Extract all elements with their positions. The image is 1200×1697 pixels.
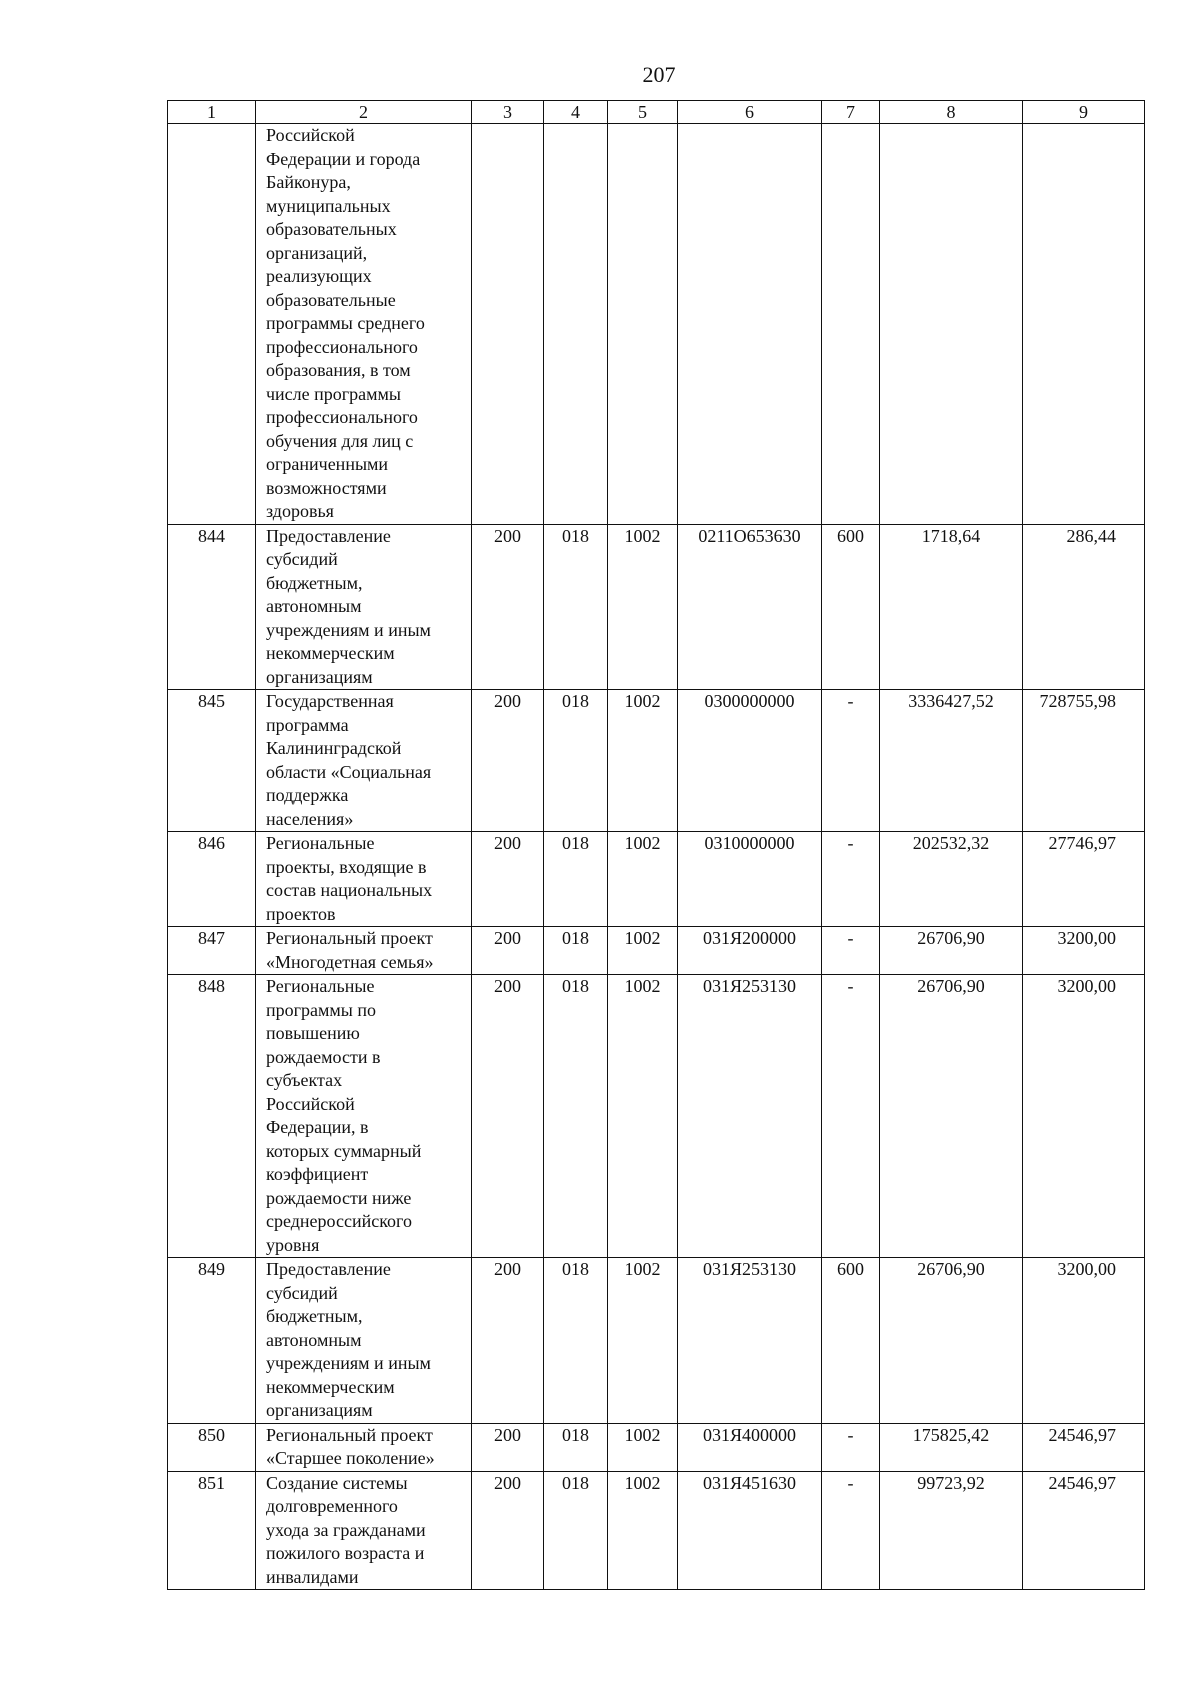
code-5-text: 1002 — [624, 833, 661, 853]
code-5-cell — [608, 1423, 678, 1471]
code-4-text: 018 — [562, 525, 589, 546]
amount-9-text: 3200,00 — [1057, 928, 1116, 948]
row-number-cell — [168, 832, 256, 927]
code-5-cell — [608, 524, 678, 690]
amount-8-cell — [880, 1471, 1023, 1590]
code-3-text: 200 — [494, 1259, 521, 1279]
amount-9-cell — [1023, 524, 1145, 690]
amount-8-text: 26706,90 — [917, 1259, 985, 1279]
column-header: 3 — [472, 101, 544, 124]
amount-8-cell — [880, 1258, 1023, 1424]
code-4-cell — [544, 1423, 608, 1471]
expense-type-cell — [822, 975, 880, 1258]
code-3-cell — [472, 1423, 544, 1471]
code-4-cell — [544, 1471, 608, 1590]
amount-9-text: 24546,97 — [1048, 1424, 1116, 1445]
amount-8-cell — [880, 124, 1023, 525]
row-description-text: Региональный проект «Многодетная семья» — [266, 928, 434, 972]
code-3-text: 200 — [494, 928, 521, 948]
code-5-text: 1002 — [624, 1472, 661, 1493]
table-row — [168, 1471, 1145, 1590]
amount-9-cell — [1023, 1471, 1145, 1590]
table-row — [168, 1423, 1145, 1471]
row-number-cell — [168, 1258, 256, 1424]
table-row — [168, 524, 1145, 690]
column-header: 6 — [678, 101, 822, 124]
code-3-text: 200 — [494, 691, 521, 711]
table-row — [168, 124, 1145, 525]
code-4-cell — [544, 524, 608, 690]
row-description-cell — [256, 975, 472, 1258]
column-header: 8 — [880, 101, 1023, 124]
column-header: 5 — [608, 101, 678, 124]
expense-type-cell — [822, 832, 880, 927]
row-description-cell — [256, 832, 472, 927]
amount-9-cell — [1023, 927, 1145, 975]
expense-type-text: - — [847, 691, 854, 711]
target-article-text: 0310000000 — [704, 833, 795, 853]
target-article-text: 0300000000 — [704, 691, 795, 711]
amount-8-text: 99723,92 — [917, 1472, 985, 1493]
target-article-text: 0211О653630 — [698, 525, 801, 546]
amount-9-text: 27746,97 — [1048, 833, 1116, 853]
amount-9-cell — [1023, 1258, 1145, 1424]
row-number-cell — [168, 690, 256, 832]
row-number-cell — [168, 975, 256, 1258]
target-article-cell — [678, 1471, 822, 1590]
row-description-text: Создание системы долговременного ухода за гражданами пожилого возраста и инвалидами — [266, 1472, 426, 1587]
header-row — [168, 101, 1145, 124]
table-row — [168, 1258, 1145, 1424]
row-number-text: 851 — [198, 1472, 225, 1493]
target-article-text: 031Я400000 — [702, 1424, 796, 1445]
row-number-cell — [168, 524, 256, 690]
code-3-cell — [472, 975, 544, 1258]
budget-table — [167, 100, 1145, 1590]
code-4-cell — [544, 690, 608, 832]
row-number-text: 845 — [198, 691, 225, 711]
code-4-cell — [544, 927, 608, 975]
table-row — [168, 832, 1145, 927]
expense-type-text: - — [847, 976, 854, 996]
target-article-cell — [678, 690, 822, 832]
expense-type-cell — [822, 1423, 880, 1471]
expense-type-cell — [822, 524, 880, 690]
row-description-cell — [256, 1258, 472, 1424]
target-article-cell — [678, 927, 822, 975]
target-article-cell — [678, 832, 822, 927]
table-row — [168, 927, 1145, 975]
row-number-cell — [168, 124, 256, 525]
row-number-cell — [168, 1471, 256, 1590]
target-article-text: 031Я253130 — [702, 976, 796, 996]
amount-8-text: 1718,64 — [921, 525, 981, 546]
code-4-text: 018 — [562, 1259, 589, 1279]
amount-9-text: 728755,98 — [1039, 691, 1116, 711]
code-5-cell — [608, 124, 678, 525]
code-3-text: 200 — [494, 525, 521, 546]
row-description-cell — [256, 124, 472, 525]
code-4-text: 018 — [562, 1472, 589, 1493]
code-3-text: 200 — [494, 976, 521, 996]
row-number-cell — [168, 927, 256, 975]
amount-9-text: 3200,00 — [1057, 1259, 1116, 1279]
expense-type-text: 600 — [837, 1259, 864, 1279]
code-5-cell — [608, 1471, 678, 1590]
row-number-text: 847 — [198, 928, 225, 948]
target-article-cell — [678, 1258, 822, 1424]
row-description-cell — [256, 690, 472, 832]
column-header: 2 — [256, 101, 472, 124]
expense-type-cell — [822, 690, 880, 832]
column-header: 1 — [168, 101, 256, 124]
amount-9-text: 24546,97 — [1048, 1472, 1116, 1493]
code-3-text: 200 — [494, 833, 521, 853]
amount-9-cell — [1023, 1423, 1145, 1471]
code-3-cell — [472, 832, 544, 927]
code-5-text: 1002 — [624, 928, 661, 948]
code-3-cell — [472, 1471, 544, 1590]
code-5-cell — [608, 975, 678, 1258]
code-5-cell — [608, 927, 678, 975]
code-4-text: 018 — [562, 833, 589, 853]
code-3-cell — [472, 690, 544, 832]
row-description-cell — [256, 524, 472, 690]
target-article-cell — [678, 524, 822, 690]
row-number-cell — [168, 1423, 256, 1471]
table-row — [168, 975, 1145, 1258]
code-4-text: 018 — [562, 691, 589, 711]
code-4-text: 018 — [562, 928, 589, 948]
column-header: 9 — [1023, 101, 1145, 124]
expense-type-cell — [822, 927, 880, 975]
amount-9-text: 286,44 — [1066, 525, 1116, 546]
code-5-cell — [608, 1258, 678, 1424]
code-4-cell — [544, 1258, 608, 1424]
amount-8-text: 202532,32 — [912, 833, 990, 853]
code-4-cell — [544, 124, 608, 525]
amount-9-cell — [1023, 975, 1145, 1258]
target-article-text: 031Я253130 — [702, 1259, 796, 1279]
row-description-text: Государственная программа Калининградской области «Социальная поддержка населения» — [266, 691, 432, 829]
column-header: 4 — [544, 101, 608, 124]
row-number-text: 850 — [198, 1424, 225, 1445]
code-4-text: 018 — [562, 1424, 589, 1445]
expense-type-text: - — [847, 833, 854, 853]
code-4-cell — [544, 832, 608, 927]
amount-8-cell — [880, 975, 1023, 1258]
page-number: 207 — [642, 62, 676, 87]
amount-8-cell — [880, 690, 1023, 832]
row-description-text: Предоставление субсидий бюджетным, автономным учреждениям и иным некоммерческим организациям — [266, 1259, 431, 1420]
column-header: 7 — [822, 101, 880, 124]
row-description-cell — [256, 1423, 472, 1471]
target-article-cell — [678, 975, 822, 1258]
code-5-text: 1002 — [624, 525, 661, 546]
row-number-text: 844 — [198, 525, 225, 546]
amount-8-cell — [880, 1423, 1023, 1471]
row-number-text: 849 — [198, 1259, 225, 1279]
expense-type-cell — [822, 124, 880, 525]
amount-8-cell — [880, 524, 1023, 690]
code-5-text: 1002 — [624, 1424, 661, 1445]
target-article-text: 031Я451630 — [702, 1472, 796, 1493]
amount-8-cell — [880, 832, 1023, 927]
code-5-text: 1002 — [624, 691, 661, 711]
amount-8-text: 175825,42 — [912, 1424, 990, 1445]
expense-type-cell — [822, 1258, 880, 1424]
code-4-cell — [544, 975, 608, 1258]
row-description-cell — [256, 927, 472, 975]
target-article-cell — [678, 1423, 822, 1471]
row-description-text: Региональные проекты, входящие в состав национальных проектов — [266, 833, 433, 924]
expense-type-text: 600 — [837, 525, 864, 546]
row-description-text: Региональный проект «Старшее поколение» — [266, 1424, 435, 1468]
amount-8-text: 26706,90 — [917, 928, 985, 948]
row-description-text: Предоставление субсидий бюджетным, автономным учреждениям и иным некоммерческим организациям — [266, 525, 431, 687]
code-5-text: 1002 — [624, 976, 661, 996]
amount-9-text: 3200,00 — [1057, 976, 1116, 996]
amount-8-cell — [880, 927, 1023, 975]
code-5-cell — [608, 690, 678, 832]
code-3-text: 200 — [494, 1472, 521, 1493]
target-article-cell — [678, 124, 822, 525]
amount-8-text: 3336427,52 — [908, 691, 994, 711]
code-5-cell — [608, 832, 678, 927]
expense-type-text: - — [847, 928, 854, 948]
amount-9-cell — [1023, 690, 1145, 832]
code-4-text: 018 — [562, 976, 589, 996]
amount-8-text: 26706,90 — [917, 976, 985, 996]
code-3-cell — [472, 124, 544, 525]
amount-9-cell — [1023, 832, 1145, 927]
amount-9-cell — [1023, 124, 1145, 525]
expense-type-cell — [822, 1471, 880, 1590]
code-3-cell — [472, 524, 544, 690]
expense-type-text: - — [847, 1472, 854, 1493]
row-number-text: 848 — [198, 976, 225, 996]
row-description-text: Региональные программы по повышению рождаемости в субъектах Российской Федерации, в которых суммарный коэффициент рождаемости ниже среднероссийского уровня — [266, 976, 422, 1255]
code-3-cell — [472, 927, 544, 975]
expense-type-text: - — [847, 1424, 854, 1445]
code-3-cell — [472, 1258, 544, 1424]
code-3-text: 200 — [494, 1424, 521, 1445]
target-article-text: 031Я200000 — [702, 928, 796, 948]
table-body — [168, 124, 1145, 1590]
row-number-text: 846 — [198, 833, 225, 853]
row-description-text: Российской Федерации и города Байконура, муниципальных образовательных организаций, реализующих образовательные программы среднего профессионального образования, в том числе программы профессионального обучения для лиц с ограниченными возможностями здоровья — [266, 125, 425, 521]
row-description-cell — [256, 1471, 472, 1590]
code-5-text: 1002 — [624, 1259, 661, 1279]
table-row — [168, 690, 1145, 832]
